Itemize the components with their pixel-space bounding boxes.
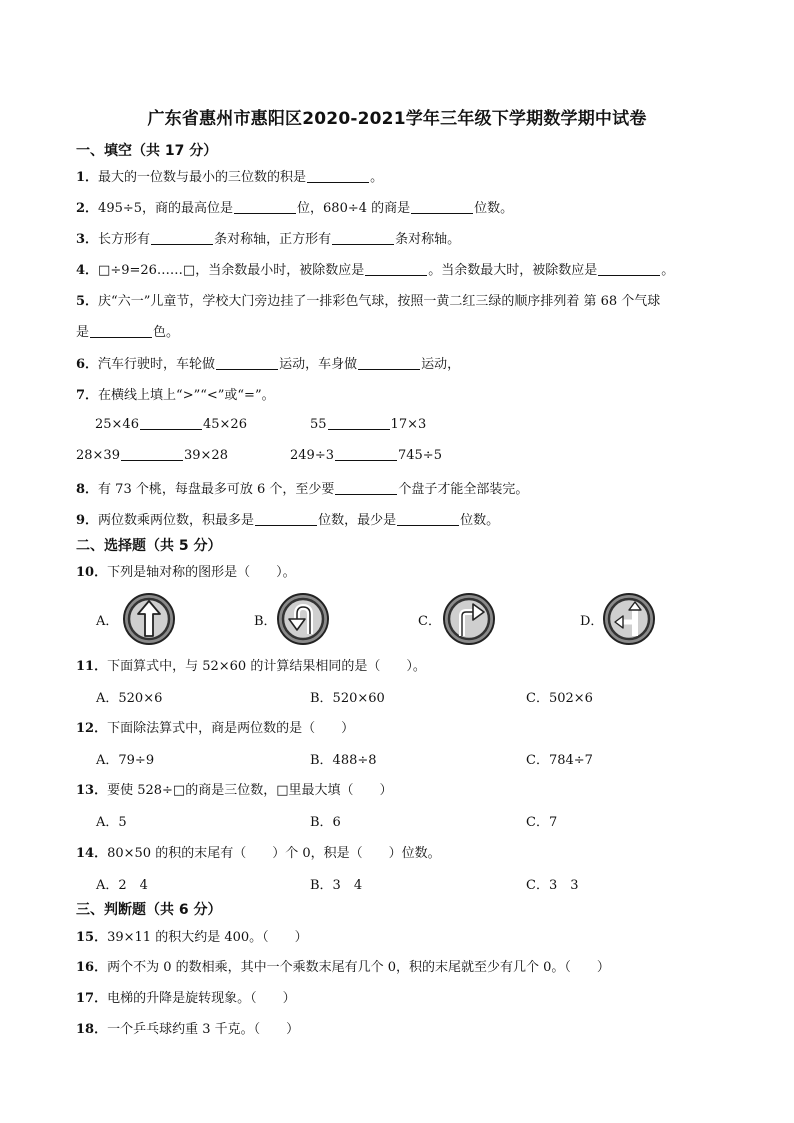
- option-a[interactable]: A．79÷9: [96, 753, 155, 768]
- answer-blank[interactable]: [397, 512, 459, 526]
- question-text: 。: [661, 263, 675, 278]
- question-number: 6．: [76, 357, 99, 372]
- question-5: [76, 290, 660, 309]
- expression: 45×26: [202, 417, 247, 432]
- option-b[interactable]: B．6: [310, 815, 341, 830]
- question-17: [76, 987, 296, 1006]
- option-c[interactable]: C．784÷7: [526, 753, 593, 768]
- answer-blank[interactable]: [151, 231, 213, 245]
- option-c[interactable]: C．3 3: [526, 878, 579, 893]
- question-6: [76, 353, 460, 372]
- option-a[interactable]: A．520×6: [96, 691, 163, 706]
- question-2: [76, 197, 513, 216]
- question-number: 18．: [76, 1022, 108, 1037]
- answer-blank[interactable]: [234, 200, 296, 214]
- expression: 39×28: [183, 448, 228, 463]
- question-number: 9．: [76, 513, 99, 528]
- question-text: 80×50 的积的末尾有（ ）个 0，积是（ ）位数。: [107, 846, 441, 861]
- question-text: 39×11 的积大约是 400。（ ）: [107, 930, 308, 945]
- expression: 249÷3: [290, 448, 334, 463]
- question-text: 庆“六一”儿童节，学校大门旁边挂了一排彩色气球，按照一黄二红三绿的顺序排列着 第 68 个气球: [98, 294, 661, 309]
- question-9: [76, 509, 499, 528]
- question-10: [76, 561, 296, 580]
- options-row: [96, 874, 736, 892]
- option-label-b: B．: [254, 614, 277, 629]
- question-7: [76, 384, 275, 403]
- section-heading-choice: 二、选择题（共 5 分）: [76, 538, 222, 554]
- question-number: 8．: [76, 482, 99, 497]
- question-text: 汽车行驶时，车轮做: [98, 357, 216, 372]
- comparison-item: [76, 447, 228, 463]
- question-text: 个盘子才能全部装完。: [398, 482, 529, 497]
- answer-blank[interactable]: [335, 447, 397, 461]
- question-number: 17．: [76, 991, 108, 1006]
- question-number: 15．: [76, 930, 108, 945]
- question-14: [76, 842, 441, 861]
- options-row: [96, 749, 736, 767]
- expression: 745÷5: [397, 448, 442, 463]
- question-text: 两位数乘两位数，积最多是: [98, 513, 255, 528]
- question-text: 位数，最少是: [318, 513, 397, 528]
- answer-blank[interactable]: [411, 200, 473, 214]
- question-text: 495÷5，商的最高位是: [98, 201, 234, 216]
- expression: 17×3: [390, 417, 427, 432]
- u-turn-left-sign-icon[interactable]: [276, 592, 330, 646]
- section-heading-judgement: 三、判断题（共 6 分）: [76, 902, 222, 918]
- question-number: 11．: [76, 659, 108, 674]
- answer-blank[interactable]: [216, 356, 278, 370]
- answer-blank[interactable]: [140, 416, 202, 430]
- answer-blank[interactable]: [335, 481, 397, 495]
- question-number: 4．: [76, 263, 99, 278]
- answer-blank[interactable]: [307, 169, 369, 183]
- question-text: 是: [76, 325, 90, 340]
- option-label-d: D．: [580, 614, 604, 629]
- question-text: 。: [370, 170, 384, 185]
- question-text: 运动，: [421, 357, 461, 372]
- question-5-continued: [76, 321, 179, 340]
- question-text: 位数。: [460, 513, 500, 528]
- answer-blank[interactable]: [328, 416, 390, 430]
- option-a[interactable]: A．5: [96, 815, 127, 830]
- options-row: [96, 687, 736, 705]
- question-number: 12．: [76, 721, 108, 736]
- expression: 28×39: [76, 448, 120, 463]
- question-number: 3．: [76, 232, 99, 247]
- question-text: 在横线上填上“>”“<”或“=”。: [98, 388, 275, 403]
- question-text: 两个不为 0 的数相乘，其中一个乘数末尾有几个 0，积的末尾就至少有几个 0。（ ）: [107, 960, 610, 975]
- answer-blank[interactable]: [90, 324, 152, 338]
- question-text: 位，680÷4 的商是: [297, 201, 411, 216]
- question-text: □÷9=26……□，当余数最小时，被除数应是: [98, 263, 365, 278]
- question-text: 。当余数最大时，被除数应是: [428, 263, 598, 278]
- question-text: 长方形有: [98, 232, 151, 247]
- option-label-a: A．: [96, 614, 119, 629]
- question-text: 色。: [153, 325, 180, 340]
- question-text: 下面算式中，与 52×60 的计算结果相同的是（ ）。: [107, 659, 426, 674]
- option-b[interactable]: B．3 4: [310, 878, 363, 893]
- answer-blank[interactable]: [121, 447, 183, 461]
- section-heading-fill: 一、填空（共 17 分）: [76, 143, 218, 159]
- question-text: 位数。: [474, 201, 514, 216]
- question-number: 16．: [76, 960, 108, 975]
- question-text: 要使 528÷□的商是三位数，□里最大填（ ）: [107, 783, 393, 798]
- question-text: 下面除法算式中，商是两位数的是（ ）: [107, 721, 355, 736]
- answer-blank[interactable]: [332, 231, 394, 245]
- question-text: 下列是轴对称的图形是（ ）。: [107, 565, 296, 580]
- question-1: [76, 166, 383, 185]
- question-text: 运动，车身做: [279, 357, 358, 372]
- question-11: [76, 655, 426, 674]
- comparison-item: [310, 416, 426, 432]
- question-text: 条对称轴，正方形有: [214, 232, 332, 247]
- option-c[interactable]: C．7: [526, 815, 558, 830]
- option-b[interactable]: B．520×60: [310, 691, 385, 706]
- option-label-c: C．: [418, 614, 441, 629]
- question-number: 1．: [76, 170, 99, 185]
- question-number: 10．: [76, 565, 108, 580]
- question-text: 条对称轴。: [395, 232, 461, 247]
- question-4: [76, 259, 674, 278]
- question-number: 14．: [76, 846, 108, 861]
- question-16: [76, 956, 610, 975]
- left-or-straight-sign-icon[interactable]: [602, 592, 656, 646]
- expression: 55: [310, 417, 327, 432]
- question-12: [76, 717, 354, 736]
- question-text: 有 73 个桃，每盘最多可放 6 个，至少要: [98, 482, 335, 497]
- page-title: 广东省惠州市惠阳区2020-2021学年三年级下学期数学期中试卷: [147, 109, 647, 129]
- comparison-item: [290, 447, 442, 463]
- answer-blank[interactable]: [365, 262, 427, 276]
- expression: 25×46: [95, 417, 139, 432]
- option-b[interactable]: B．488÷8: [310, 753, 377, 768]
- straight-arrow-sign-icon[interactable]: [122, 592, 176, 646]
- question-15: [76, 926, 308, 945]
- question-number: 13．: [76, 783, 108, 798]
- question-number: 5．: [76, 294, 99, 309]
- question-8: [76, 478, 528, 497]
- option-a[interactable]: A．2 4: [96, 878, 148, 893]
- question-13: [76, 779, 393, 798]
- question-text: 电梯的升降是旋转现象。（ ）: [107, 991, 296, 1006]
- answer-blank[interactable]: [598, 262, 660, 276]
- question-18: [76, 1018, 299, 1037]
- comparison-item: [95, 416, 247, 432]
- question-number: 2．: [76, 201, 99, 216]
- option-c[interactable]: C．502×6: [526, 691, 593, 706]
- question-text: 最大的一位数与最小的三位数的积是: [98, 170, 307, 185]
- answer-blank[interactable]: [358, 356, 420, 370]
- turn-right-sign-icon[interactable]: [442, 592, 496, 646]
- question-text: 一个乒乓球约重 3 千克。（ ）: [107, 1022, 300, 1037]
- question-3: [76, 228, 460, 247]
- question-number: 7．: [76, 388, 99, 403]
- options-row: [96, 811, 736, 829]
- answer-blank[interactable]: [255, 512, 317, 526]
